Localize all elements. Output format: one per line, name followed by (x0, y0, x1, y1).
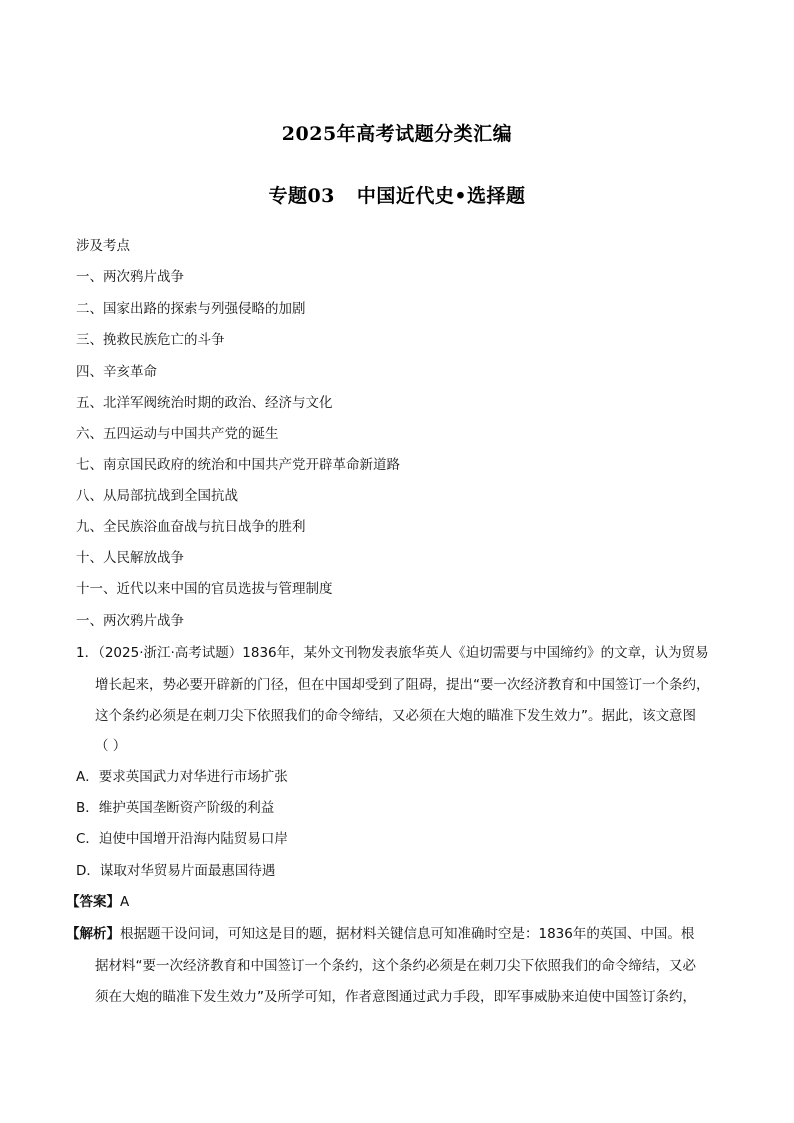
analysis-text: 根据题干设问词，可知这是目的题，据材料关键信息可知准确时空是：1836年的英国、中国。根 (120, 926, 695, 942)
question-stem-line: 这个条约必须是在刺刀尖下依照我们的命令缔结，又必须在大炮的瞄准下发生效力”。据此，该文意图 (95, 708, 696, 724)
option-a: A．要求英国武力对华进行市场扩张 (76, 769, 288, 785)
topic-item: 三、挽救民族危亡的斗争 (76, 332, 225, 348)
document-title: 2025年高考试题分类汇编 (281, 123, 513, 145)
topic-item: 六、五四运动与中国共产党的诞生 (76, 426, 279, 442)
topic-item: 九、全民族浴血奋战与抗日战争的胜利 (76, 519, 306, 535)
subtitle-prefix: 专题03 (268, 185, 335, 207)
section-heading: 一、两次鸦片战争 (76, 613, 184, 629)
topic-item: 二、国家出路的探索与列强侵略的加剧 (76, 301, 306, 317)
topic-item: 一、两次鸦片战争 (76, 269, 184, 285)
analysis-line (66, 925, 694, 943)
option-b: B．维护英国垄断资产阶级的利益 (76, 800, 275, 816)
option-d: D．谋取对华贸易片面最惠国待遇 (76, 863, 276, 879)
topic-item: 七、南京国民政府的统治和中国共产党开辟革命新道路 (76, 457, 400, 473)
analysis-label: 【解析】 (66, 926, 120, 942)
answer-value: A (120, 894, 130, 910)
answer-line (66, 893, 129, 911)
question-stem-line: 1．（2025·浙江·高考试题）1836年，某外文刊物发表旅华英人《迫切需要与中国缔约》的文章，认为贸易 (76, 645, 709, 661)
analysis-line: 须在大炮的瞄准下发生效力”及所学可知，作者意图通过武力手段，即军事威胁来迫使中国签订条约， (95, 989, 696, 1005)
question-stem-line: （ ） (95, 738, 127, 754)
document-subtitle (0, 181, 794, 208)
answer-label: 【答案】 (66, 894, 120, 910)
subtitle-main: 中国近代史•选择题 (356, 185, 526, 207)
question-stem-line: 增长起来，势必要开辟新的门径，但在中国却受到了阻碍，提出“要一次经济教育和中国签订一个条约， (95, 677, 710, 693)
topic-item: 八、从局部抗战到全国抗战 (76, 488, 238, 504)
topic-item: 五、北洋军阀统治时期的政治、经济与文化 (76, 395, 333, 411)
analysis-line: 据材料“要一次经济教育和中国签订一个条约，这个条约必须是在刺刀尖下依照我们的命令缔结，又必 (95, 958, 696, 974)
topics-heading: 涉及考点 (76, 238, 130, 254)
topic-item: 十、人民解放战争 (76, 550, 184, 566)
option-c: C．迫使中国增开沿海内陆贸易口岸 (76, 831, 288, 847)
topic-item: 四、辛亥革命 (76, 364, 157, 380)
topic-item: 十一、近代以来中国的官员选拔与管理制度 (76, 581, 333, 597)
